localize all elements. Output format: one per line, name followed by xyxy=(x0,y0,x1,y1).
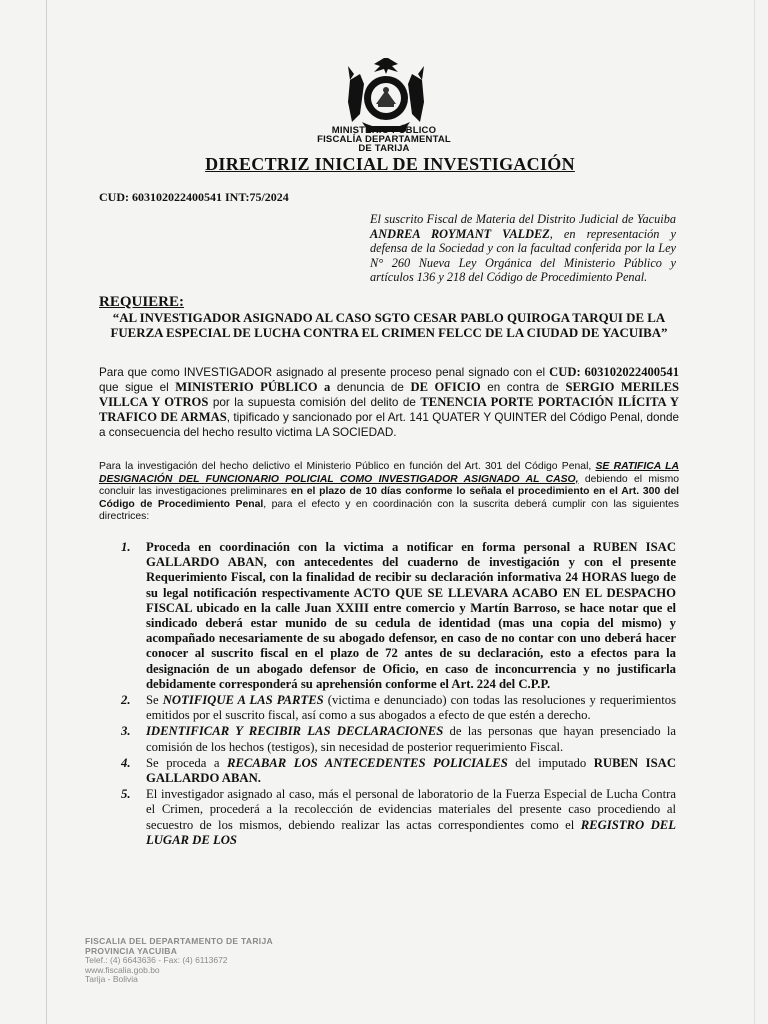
directive-item: 4. Se proceda a RECABAR LOS ANTECEDENTES POLICIALES del imputado RUBEN ISAC GALLARDO ABAN. xyxy=(121,755,676,786)
footer-office: FISCALIA DEL DEPARTAMENTO DE TARIJA xyxy=(85,936,273,946)
directive-item: 5. El investigador asignado al caso, más el personal de laboratorio de la Fuerza Especial de Lucha Contra el Crimen, procederá a la recolección de evidencias materiales del presente caso procediendo al secuestro de los mismos, debiendo realizar las actas correspondientes como el REGISTRO DEL LUGAR DE LOS xyxy=(121,787,676,847)
footer-website: www.fiscalia.gob.bo xyxy=(85,964,160,975)
footer-location: Tarija - Bolivia xyxy=(85,974,138,985)
footer-contact xyxy=(85,937,273,985)
directive-item: 3. IDENTIFICAR Y RECIBIR LAS DECLARACIONES de las personas que hayan presenciado la comisión de los hechos (testigos), sin necesidad de posterior requerimiento Fiscal. xyxy=(121,724,676,754)
footer-phone: Telef.: (4) 6643636 - Fax: (4) 6113672 xyxy=(85,955,228,966)
institution-name: MINISTERIO PÚBLICO xyxy=(331,125,437,136)
investigation-paragraph: Para la investigación del hecho delictivo el Ministerio Público en función del Art. 301 del Código Penal, SE RATIFICA LA DESIGNACIÓN DEL FUNCIONARIO POLICIAL COMO INVESTIGADOR ASIGNADO AL CASO, debiendo el mismo concluir las investigaciones preliminares en el plazo de 10 días conforme lo señala el procedimiento en el Art. 300 del Código de Procedimiento Penal, para el efecto y en coordinación con la suscrita deberá cumplir con las siguientes directrices: xyxy=(99,461,679,523)
page-right-edge xyxy=(754,0,755,1024)
requiere-heading: REQUIERE: xyxy=(99,294,185,310)
directive-item: 1. Proceda en coordinación con la victima a notificar en forma personal a RUBEN ISAC GALLARDO ABAN, con antecedentes del cuaderno de investigación y con el presente Requerimiento Fiscal, con la finalidad de recibir su declaración informativa 24 HORAS luego de su legal notificación respectivamente ACTO QUE SE LLEVARA ACABO EN EL DESPACHO FISCAL ubicado en la calle Juan XXIII entre comercio y Martín Barroso, se hace notar que el sindicado deberá estar munido de su cedula de identidad (mas una copia del mismo) y acompañado necesariamente de su abogado defensor, en caso de no contar con uno deberá hacer conocer al suscrito fiscal en el plazo de 72 antes de su declaración, esto a efectos para la designación de un abogado defensor de Oficio, en caso de inconcurrencia y no justificarla debidamente corresponderá su aprehensión conforme el Art. 224 del C.P.P. xyxy=(121,540,676,691)
case-paragraph: Para que como INVESTIGADOR asignado al presente proceso penal signado con el CUD: 603102022400541 que sigue el MINISTERIO PÚBLICO a denuncia de DE OFICIO en contra de SERGIO MERILES VILLCA Y OTROS por la supuesta comisión del delito de TENENCIA PORTE PORTACIÓN ILÍCITA Y TRAFICO DE ARMAS, tipificado y sancionado por el Art. 141 QUATER Y QUINTER del Código Penal, donde a consecuencia del hecho resulto victima LA SOCIEDAD. xyxy=(99,365,679,439)
footer-province: PROVINCIA YACUIBA xyxy=(85,945,178,956)
directives-list xyxy=(116,540,676,849)
prosecutor-name: ANDREA ROYMANT VALDEZ xyxy=(370,226,550,241)
institution-department: FISCALÍA DEPARTAMENTAL xyxy=(317,134,451,145)
directive-item: 2. Se NOTIFIQUE A LAS PARTES (victima e denunciado) con todas las resoluciones y requerimientos emitidos por el suscrito fiscal, así como a sus abogados a efecto de que estén a derecho. xyxy=(121,693,677,723)
requiere-addressee: “AL INVESTIGADOR ASIGNADO AL CASO SGTO CESAR PABLO QUIROGA TARQUI DE LA FUERZA ESPECIAL DE LUCHA CONTRA EL CRIMEN FELCC DE LA CIUDAD DE YACUIBA” xyxy=(110,311,668,341)
institution-region: DE TARIJA xyxy=(358,143,410,154)
page-left-edge xyxy=(46,0,47,1024)
case-reference: CUD: 603102022400541 INT:75/2024 xyxy=(99,190,289,204)
document-title: DIRECTRIZ INICIAL DE INVESTIGACIÓN xyxy=(205,154,575,174)
intro-paragraph: El suscrito Fiscal de Materia del Distrito Judicial de Yacuiba ANDREA ROYMANT VALDEZ, en representación y defensa de la Sociedad y con la facultad conferida por la Ley N° 260 Nueva Ley Orgánica del Ministerio Público y artículos 136 y 218 del Código de Procedimiento Penal. xyxy=(370,212,676,285)
